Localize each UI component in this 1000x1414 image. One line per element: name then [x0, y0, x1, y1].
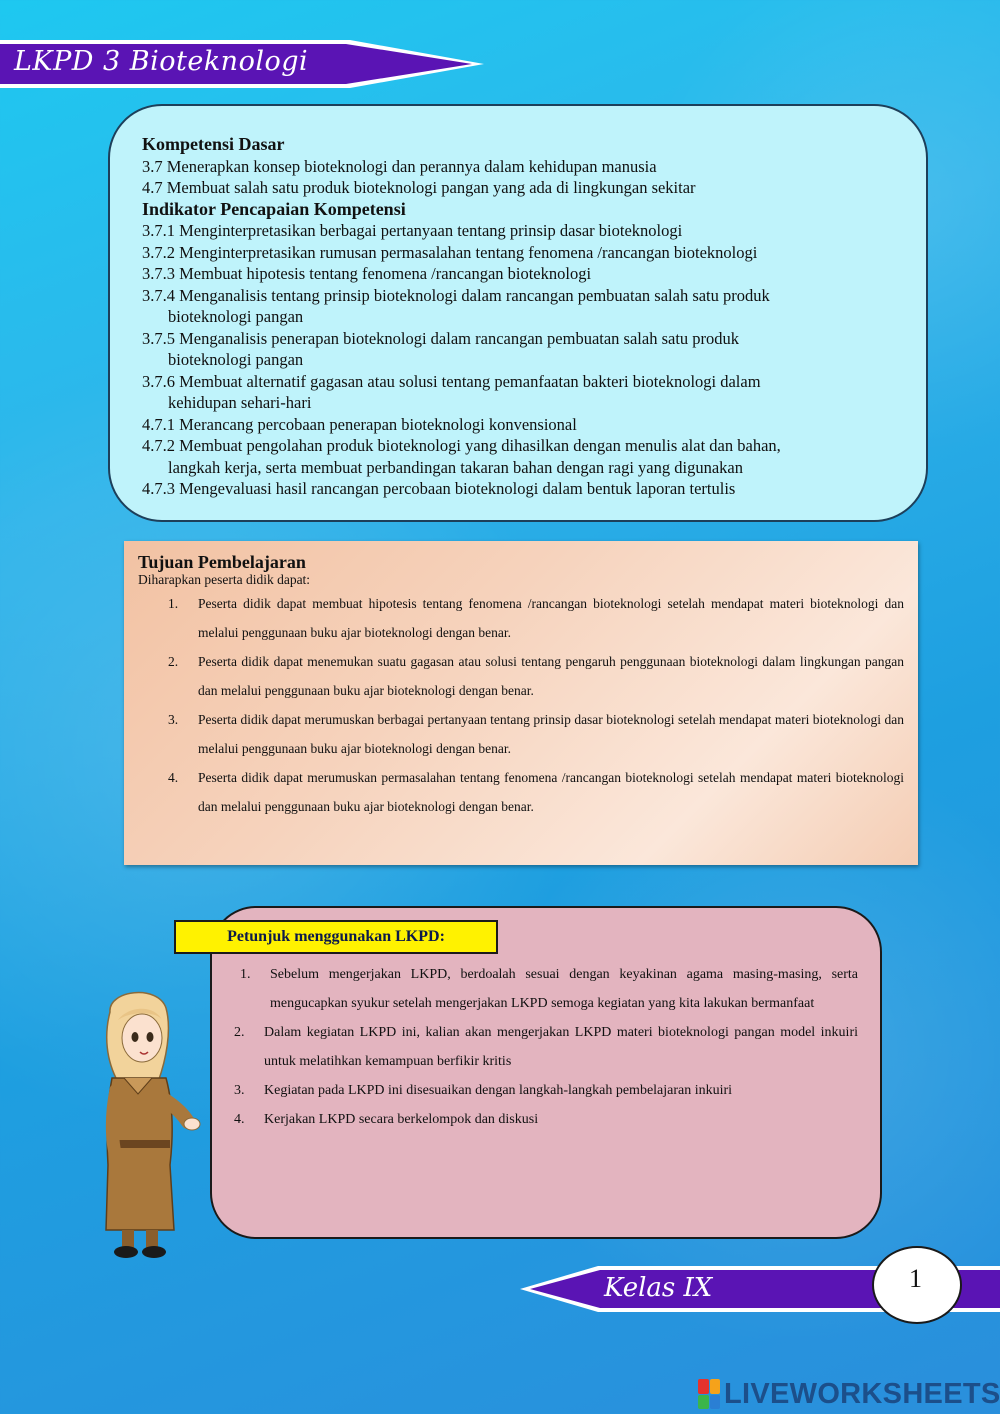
tujuan-heading: Tujuan Pembelajaran: [138, 552, 306, 572]
list-item-text: Sebelum mengerjakan LKPD, berdoalah sesuai dengan keyakinan agama masing-masing, serta mengucapkan syukur setelah mengerjakan LKPD semoga kegiatan yang kita lakukan bermanfaat: [270, 967, 858, 1011]
list-item: [232, 1105, 858, 1134]
ipk-item: 3.7.6 Membuat alternatif gagasan atau solusi tentang pemanfaatan bakteri bioteknologi dalam: [142, 371, 761, 391]
list-item-number: 2.: [234, 1025, 245, 1040]
list-item: [232, 1076, 858, 1105]
ipk-item: 3.7.2 Menginterpretasikan rumusan permasalahan tentang fenomena /rancangan bioteknologi: [142, 242, 758, 262]
ipk-item: 4.7.2 Membuat pengolahan produk bioteknologi yang dihasilkan dengan menulis alat dan bahan,: [142, 436, 781, 455]
page-number: 1: [909, 1264, 922, 1293]
ipk-item: 4.7.1 Merancang percobaan penerapan bioteknologi konvensional: [142, 414, 577, 434]
list-item: [232, 960, 858, 1018]
list-item-text: Kerjakan LKPD secara berkelompok dan diskusi: [264, 1112, 539, 1127]
kompetensi-box: [108, 104, 928, 522]
page-number-badge: [872, 1246, 962, 1324]
liveworksheets-watermark: [698, 1378, 1000, 1410]
ipk-item: 3.7.4 Menganalisis tentang prinsip bioteknologi dalam rancangan pembuatan salah satu produk: [142, 285, 770, 305]
liveworksheets-logo-icon: [698, 1379, 720, 1409]
teacher-figure: [88, 990, 208, 1265]
list-item-text: Peserta didik dapat membuat hipotesis tentang fenomena /rancangan bioteknologi setelah mendapat materi bioteknologi dan melalui penggunaan buku ajar bioteknologi dengan benar.: [198, 596, 904, 640]
list-item: [232, 1018, 858, 1076]
list-item: [138, 705, 904, 763]
ipk-item: 3.7.5 Menganalisis penerapan bioteknologi dalam rancangan pembuatan salah satu produk: [142, 328, 740, 348]
kd-item: 3.7 Menerapkan konsep bioteknologi dan perannya dalam kehidupan manusia: [142, 156, 657, 176]
list-item-number: 3.: [234, 1083, 245, 1098]
list-item: [138, 589, 904, 647]
page-title: LKPD 3 Bioteknologi: [14, 46, 309, 77]
list-item-number: 4.: [168, 770, 179, 785]
list-item-number: 2.: [168, 654, 179, 669]
tujuan-intro: Diharapkan peserta didik dapat:: [138, 572, 311, 587]
list-item-text: Dalam kegiatan LKPD ini, kalian akan mengerjakan LKPD materi bioteknologi pangan model inkuiri untuk melatihkan kemampuan berfikir kritis: [264, 1025, 858, 1069]
list-item-text: Peserta didik dapat menemukan suatu gagasan atau solusi tentang pengaruh penggunaan bioteknologi dalam lingkungan pangan dan melalui penggunaan buku ajar bioteknologi dengan benar.: [198, 654, 904, 698]
list-item-text: Kegiatan pada LKPD ini disesuaikan dengan langkah-langkah pembelajaran inkuiri: [264, 1083, 733, 1098]
list-item: [138, 647, 904, 705]
list-item-text: Peserta didik dapat merumuskan berbagai pertanyaan tentang prinsip dasar bioteknologi setelah mendapat materi bioteknologi dan melalui penggunaan buku ajar bioteknologi dengan benar.: [198, 712, 904, 756]
list-item: [138, 763, 904, 821]
petunjuk-list: [232, 960, 858, 1134]
tujuan-box: [124, 541, 918, 865]
tujuan-list: [138, 589, 904, 821]
header-banner: [0, 36, 490, 92]
kd-heading: Kompetensi Dasar: [142, 134, 285, 154]
ipk-item: 4.7.3 Mengevaluasi hasil rancangan percobaan bioteknologi dalam bentuk laporan tertulis: [142, 479, 736, 498]
teacher-illustration: [88, 990, 208, 1265]
ipk-item-cont: bioteknologi pangan: [168, 307, 304, 326]
ipk-item: 3.7.1 Menginterpretasikan berbagai pertanyaan tentang prinsip dasar bioteknologi: [142, 221, 683, 240]
list-item-number: 3.: [168, 712, 179, 727]
list-item-number: 1.: [240, 967, 251, 982]
ipk-item-cont: kehidupan sehari-hari: [168, 393, 312, 412]
class-label: Kelas IX: [604, 1273, 713, 1303]
list-item-text: Peserta didik dapat merumuskan permasalahan tentang fenomena /rancangan bioteknologi setelah mendapat materi bioteknologi dan melalui penggunaan buku ajar bioteknologi dengan benar.: [198, 770, 904, 814]
kd-item: 4.7 Membuat salah satu produk bioteknologi pangan yang ada di lingkungan sekitar: [142, 178, 696, 197]
ipk-item-cont: bioteknologi pangan: [168, 350, 304, 369]
list-item-number: 4.: [234, 1112, 245, 1127]
petunjuk-label: Petunjuk menggunakan LKPD:: [174, 920, 498, 954]
ipk-heading: Indikator Pencapaian Kompetensi: [142, 198, 406, 219]
ipk-item-cont: langkah kerja, serta membuat perbandingan takaran bahan dengan ragi yang digunakan: [168, 457, 743, 477]
list-item-number: 1.: [168, 596, 179, 611]
watermark-text: LIVEWORKSHEETS: [724, 1377, 1000, 1410]
ipk-item: 3.7.3 Membuat hipotesis tentang fenomena /rancangan bioteknologi: [142, 264, 592, 283]
